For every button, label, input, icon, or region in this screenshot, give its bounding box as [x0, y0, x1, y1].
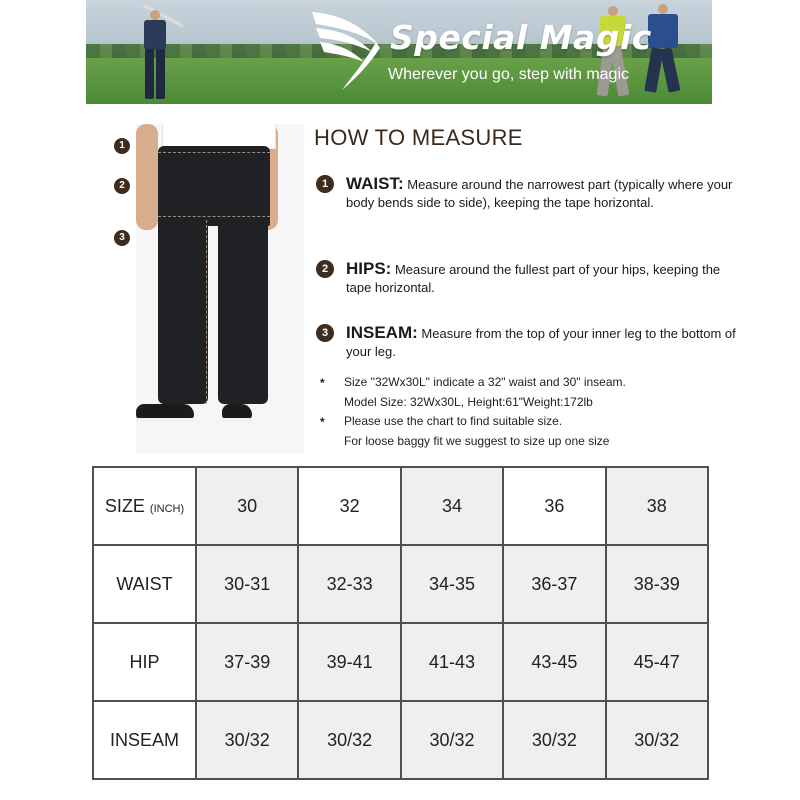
- note-text: Model Size: 32Wx30L, Height:61"Weight:172lb: [344, 394, 593, 409]
- table-cell: 45-47: [606, 623, 708, 701]
- waist-text: Measure around the narrowest part (typically where your body bends side to side), keeping the tape horizontal.: [346, 177, 733, 210]
- inseam-text: Measure from the top of your inner leg to the bottom of your leg.: [346, 326, 736, 359]
- table-row-inseam: [93, 701, 708, 779]
- size-header-cell: [93, 467, 196, 545]
- pants-left-leg: [158, 220, 208, 404]
- marker-waist: 1: [114, 138, 130, 154]
- inseam-number-badge: 3: [316, 324, 334, 342]
- table-cell: 34-35: [401, 545, 503, 623]
- wing-logo-icon: [306, 4, 386, 94]
- pants-right-leg: [218, 220, 268, 404]
- inseam-guide-line: [206, 220, 207, 404]
- note-row: [318, 393, 738, 413]
- size-header-unit: (INCH): [149, 502, 185, 515]
- table-cell: 36-37: [503, 545, 605, 623]
- table-cell: 30-31: [196, 545, 298, 623]
- table-cell: 41-43: [401, 623, 503, 701]
- note-asterisk: *: [320, 376, 325, 390]
- hips-instruction: [346, 260, 746, 297]
- brand-logo: [304, 4, 664, 94]
- model-left-arm: [136, 124, 158, 230]
- row-label: WAIST: [93, 545, 196, 623]
- size-header-label: SIZE: [104, 495, 145, 516]
- waist-number-badge: 1: [316, 175, 334, 193]
- sizing-notes: [318, 373, 738, 451]
- row-label: INSEAM: [93, 701, 196, 779]
- note-text: Please use the chart to find suitable size.: [344, 414, 563, 428]
- table-cell: 39-41: [298, 623, 400, 701]
- hips-text: Measure around the fullest part of your hips, keeping the tape horizontal.: [346, 262, 721, 295]
- brand-tagline: Wherever you go, step with magic: [388, 66, 629, 83]
- pants-waist: [158, 146, 270, 226]
- waist-guide-line: [158, 152, 270, 153]
- note-asterisk: *: [320, 415, 325, 429]
- inseam-instruction: [346, 324, 746, 361]
- marker-inseam: 3: [114, 230, 130, 246]
- table-header-row: [93, 467, 708, 545]
- note-text: Size "32Wx30L" indicate a 32" waist and 30" inseam.: [344, 375, 626, 389]
- row-label: HIP: [93, 623, 196, 701]
- table-cell: 30/32: [298, 701, 400, 779]
- measure-item-waist: [314, 173, 754, 233]
- size-cell: 36: [503, 467, 605, 545]
- size-cell: 32: [298, 467, 400, 545]
- hips-number-badge: 2: [316, 260, 334, 278]
- waist-label: WAIST:: [346, 174, 404, 193]
- note-row: [318, 373, 738, 393]
- marker-hips: 2: [114, 178, 130, 194]
- size-cell: 30: [196, 467, 298, 545]
- hip-guide-line: [158, 216, 270, 217]
- size-cell: 34: [401, 467, 503, 545]
- waist-instruction: [346, 175, 746, 212]
- table-cell: 30/32: [503, 701, 605, 779]
- inseam-label: INSEAM:: [346, 323, 418, 342]
- pants-model-image: [108, 124, 304, 454]
- brand-name: Special Magic: [390, 18, 652, 57]
- left-shoe-sole: [136, 418, 194, 422]
- how-to-measure-heading: HOW TO MEASURE: [314, 125, 523, 150]
- golfer-left-image: [136, 4, 196, 104]
- table-cell: 37-39: [196, 623, 298, 701]
- table-row-waist: [93, 545, 708, 623]
- hips-label: HIPS:: [346, 259, 392, 278]
- table-cell: 38-39: [606, 545, 708, 623]
- table-cell: 32-33: [298, 545, 400, 623]
- right-shoe-sole: [222, 418, 252, 422]
- measure-item-inseam: [314, 322, 754, 366]
- brand-banner: [86, 0, 712, 104]
- table-cell: 30/32: [606, 701, 708, 779]
- note-row: [318, 432, 738, 452]
- size-cell: 38: [606, 467, 708, 545]
- table-cell: 30/32: [401, 701, 503, 779]
- table-cell: 30/32: [196, 701, 298, 779]
- measure-item-hips: [314, 258, 754, 302]
- note-row: [318, 412, 738, 432]
- table-row-hip: [93, 623, 708, 701]
- note-text: For loose baggy fit we suggest to size up one size: [344, 433, 610, 448]
- size-chart-table: [92, 466, 709, 780]
- table-cell: 43-45: [503, 623, 605, 701]
